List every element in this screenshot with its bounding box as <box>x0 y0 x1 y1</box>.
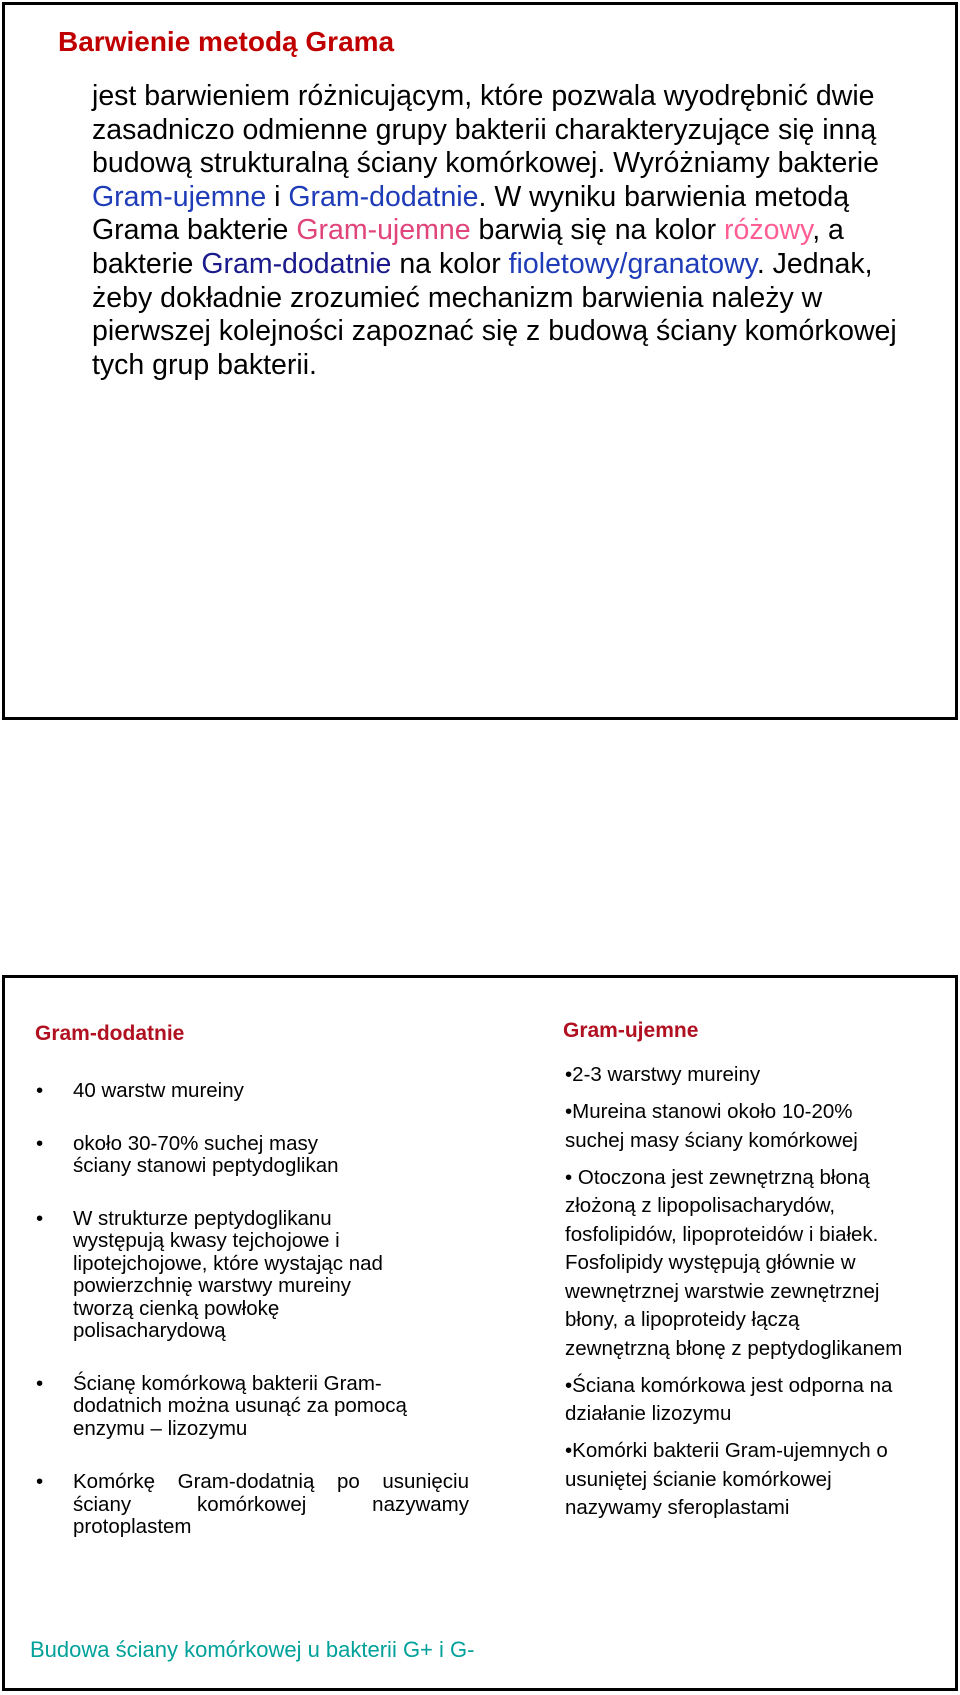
list-item <box>36 1373 413 1441</box>
list-item <box>36 1080 456 1103</box>
term-gram-positive: Gram-dodatnie <box>201 247 392 280</box>
paragraph-text: jest barwieniem różnicującym, które pozwala wyodrębnić dwie zasadniczo odmienne grupy bakterii charakteryzujące się inną budową strukturalną ściany komórkowej. Wyróżniamy bakterie <box>92 80 879 180</box>
list-item-text: około 30-70% suchej masy ściany stanowi peptydoglikan <box>73 1131 339 1177</box>
list-item-text: 40 warstw mureiny <box>73 1079 244 1102</box>
list-item: • Otoczona jest zewnętrzną błoną złożoną z lipopolisacharydów, fosfolipidów, lipoproteidów i białek. Fosfolipidy występują głównie w wewnętrznej warstwie zewnętrznej błony, a lipoproteidy łączą zewnętrzną błonę z peptydoglikanem <box>565 1165 903 1360</box>
term-gram-positive: Gram-dodatnie <box>288 180 479 213</box>
list-item-text: Ścianę komórkową bakterii Gram-dodatnich można usunąć za pomocą enzymu – lizozymu <box>73 1371 407 1440</box>
term-gram-negative: Gram-ujemne <box>92 180 267 213</box>
paragraph-text: na kolor <box>391 247 509 280</box>
list-item <box>36 1208 393 1343</box>
list-item <box>36 1471 469 1539</box>
paragraph-text: i <box>266 180 289 213</box>
list-item-text: Komórkę Gram-dodatnią po usunięciu ściany komórkowej nazywamy protoplastem <box>73 1470 469 1538</box>
paragraph-text: . W wyniku barwienia metodą Grama bakterie <box>92 180 850 247</box>
slide-1-paragraph <box>92 80 912 382</box>
paragraph-text: , a bakterie <box>92 214 844 280</box>
bullet-icon: • <box>36 1470 44 1493</box>
bullet-icon: • <box>36 1206 44 1230</box>
paragraph-text: . Jednak, żeby dokładnie zrozumieć mechanizm barwienia należy w pierwszej kolejności zapoznać się z budową ściany komórkowej tych grup bakterii. <box>92 247 897 381</box>
paragraph-text: barwią się na kolor <box>470 214 725 247</box>
bullet-icon: • <box>36 1131 44 1155</box>
slide-1-title: Barwienie metodą Grama <box>58 26 395 57</box>
list-item: •Ściana komórkowa jest odporna na działanie lizozymu <box>565 1373 893 1425</box>
gram-negative-heading: Gram-ujemne <box>563 1019 699 1042</box>
list-item: •Komórki bakterii Gram-ujemnych o usuniętej ścianie komórkowej nazywamy sferoplastami <box>565 1439 888 1519</box>
list-item <box>36 1133 373 1178</box>
color-term-pink: różowy <box>724 214 813 247</box>
bullet-icon: • <box>36 1079 44 1102</box>
term-gram-negative: Gram-ujemne <box>296 214 471 247</box>
gram-positive-heading: Gram-dodatnie <box>35 1022 185 1045</box>
list-item: •2-3 warstwy mureiny <box>565 1063 761 1086</box>
bullet-icon: • <box>36 1371 44 1395</box>
color-term-violet: fioletowy/granatowy <box>508 247 757 280</box>
gram-negative-list <box>565 1061 905 1531</box>
slide-2-caption: Budowa ściany komórkowej u bakterii G+ i G- <box>30 1637 475 1662</box>
gram-positive-list <box>36 1079 469 1539</box>
list-item: •Mureina stanowi około 10-20% suchej masy ściany komórkowej <box>565 1100 858 1152</box>
list-item-text: W strukturze peptydoglikanu występują kwasy tejchojowe i lipotejchojowe, które wystając nad powierzchnię warstwy mureiny tworzą cienką powłokę polisacharydową <box>73 1206 383 1342</box>
